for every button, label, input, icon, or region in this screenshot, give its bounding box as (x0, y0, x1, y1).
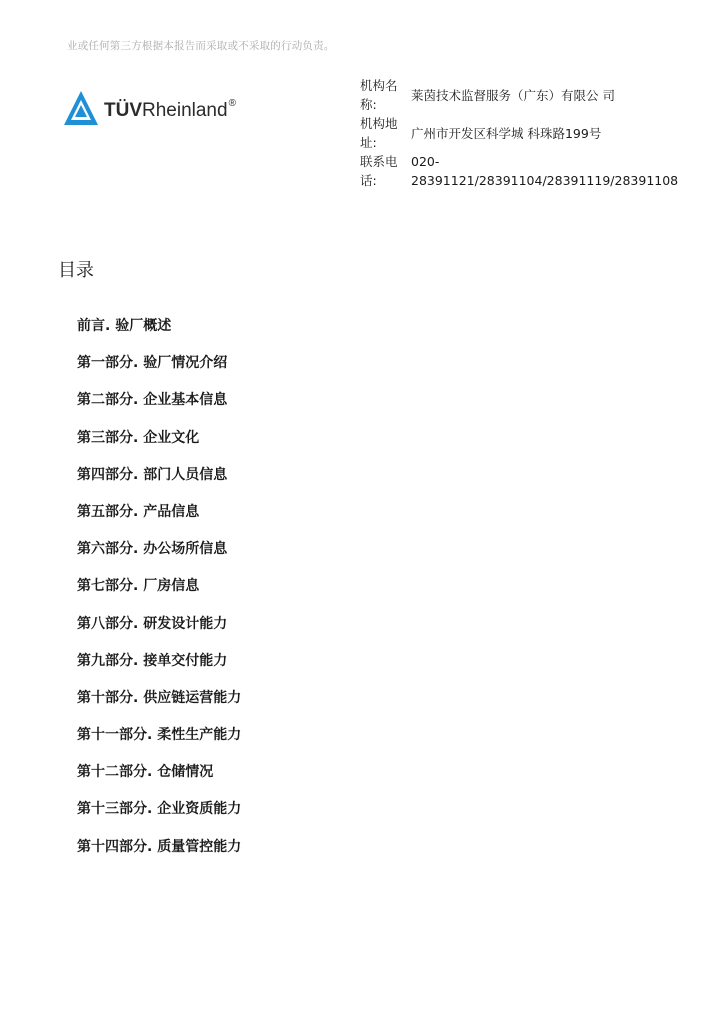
toc-item-part-10[interactable]: 第十部分. 供应链运营能力 (77, 689, 242, 706)
institution-name-value: 莱茵技术监督服务（广东）有限公 司 (411, 88, 615, 103)
institution-name-label-line2: 称: (360, 97, 377, 112)
toc-item-part-2[interactable]: 第二部分. 企业基本信息 (77, 392, 228, 409)
toc-item-part-13[interactable]: 第十三部分. 企业资质能力 (77, 801, 242, 818)
toc-item-part-9[interactable]: 第九部分. 接单交付能力 (77, 652, 228, 669)
toc-item-part-5[interactable]: 第五部分. 产品信息 (77, 503, 200, 520)
toc-item-part-6[interactable]: 第六部分. 办公场所信息 (77, 541, 228, 558)
toc-item-part-12[interactable]: 第十二部分. 仓储情况 (77, 764, 214, 781)
tuv-rheinland-logo (63, 90, 263, 130)
institution-address-label-line1: 机构地 (360, 116, 398, 131)
institution-address-label (360, 114, 404, 152)
registered-mark: ® (228, 98, 236, 109)
institution-address-row (360, 114, 690, 152)
toc-item-preface[interactable]: 前言. 验厂概述 (77, 318, 172, 334)
logo-tuv-text: TÜV (104, 100, 142, 121)
triangle-logo-icon (63, 90, 99, 126)
toc-item-part-7[interactable]: 第七部分. 厂房信息 (77, 578, 200, 595)
toc-item-part-4[interactable]: 第四部分. 部门人员信息 (77, 466, 228, 483)
institution-phone-label (360, 152, 404, 190)
institution-phone-value-line1: 020- (411, 154, 440, 169)
toc-item-part-3[interactable]: 第三部分. 企业文化 (77, 429, 200, 446)
institution-name-label-line1: 机构名 (360, 78, 398, 93)
disclaimer-text: 业或任何第三方根据本报告而采取或不采取的行动负责。 (67, 40, 335, 52)
toc-item-part-11[interactable]: 第十一部分. 柔性生产能力 (77, 727, 242, 744)
toc-item-part-8[interactable]: 第八部分. 研发设计能力 (77, 615, 228, 632)
logo-wordmark (104, 100, 236, 122)
toc-title: 目录 (58, 260, 94, 281)
institution-phone-label-line1: 联系电 (360, 154, 398, 169)
institution-phone-value-line2: 28391121/28391104/28391119/28391108 (411, 173, 679, 188)
institution-address-label-line2: 址: (360, 135, 377, 150)
institution-name-label (360, 76, 404, 114)
institution-address-value: 广州市开发区科学城 科珠路199号 (411, 126, 602, 141)
logo-rheinland-text: Rheinland (142, 100, 228, 121)
institution-phone-label-line2: 话: (360, 173, 377, 188)
toc-item-part-1[interactable]: 第一部分. 验厂情况介绍 (77, 355, 228, 372)
institution-name-row (360, 76, 690, 114)
institution-phone-value (411, 152, 701, 190)
toc-list (77, 316, 241, 874)
toc-item-part-14[interactable]: 第十四部分. 质量管控能力 (77, 838, 242, 855)
institution-phone-row (360, 152, 690, 190)
